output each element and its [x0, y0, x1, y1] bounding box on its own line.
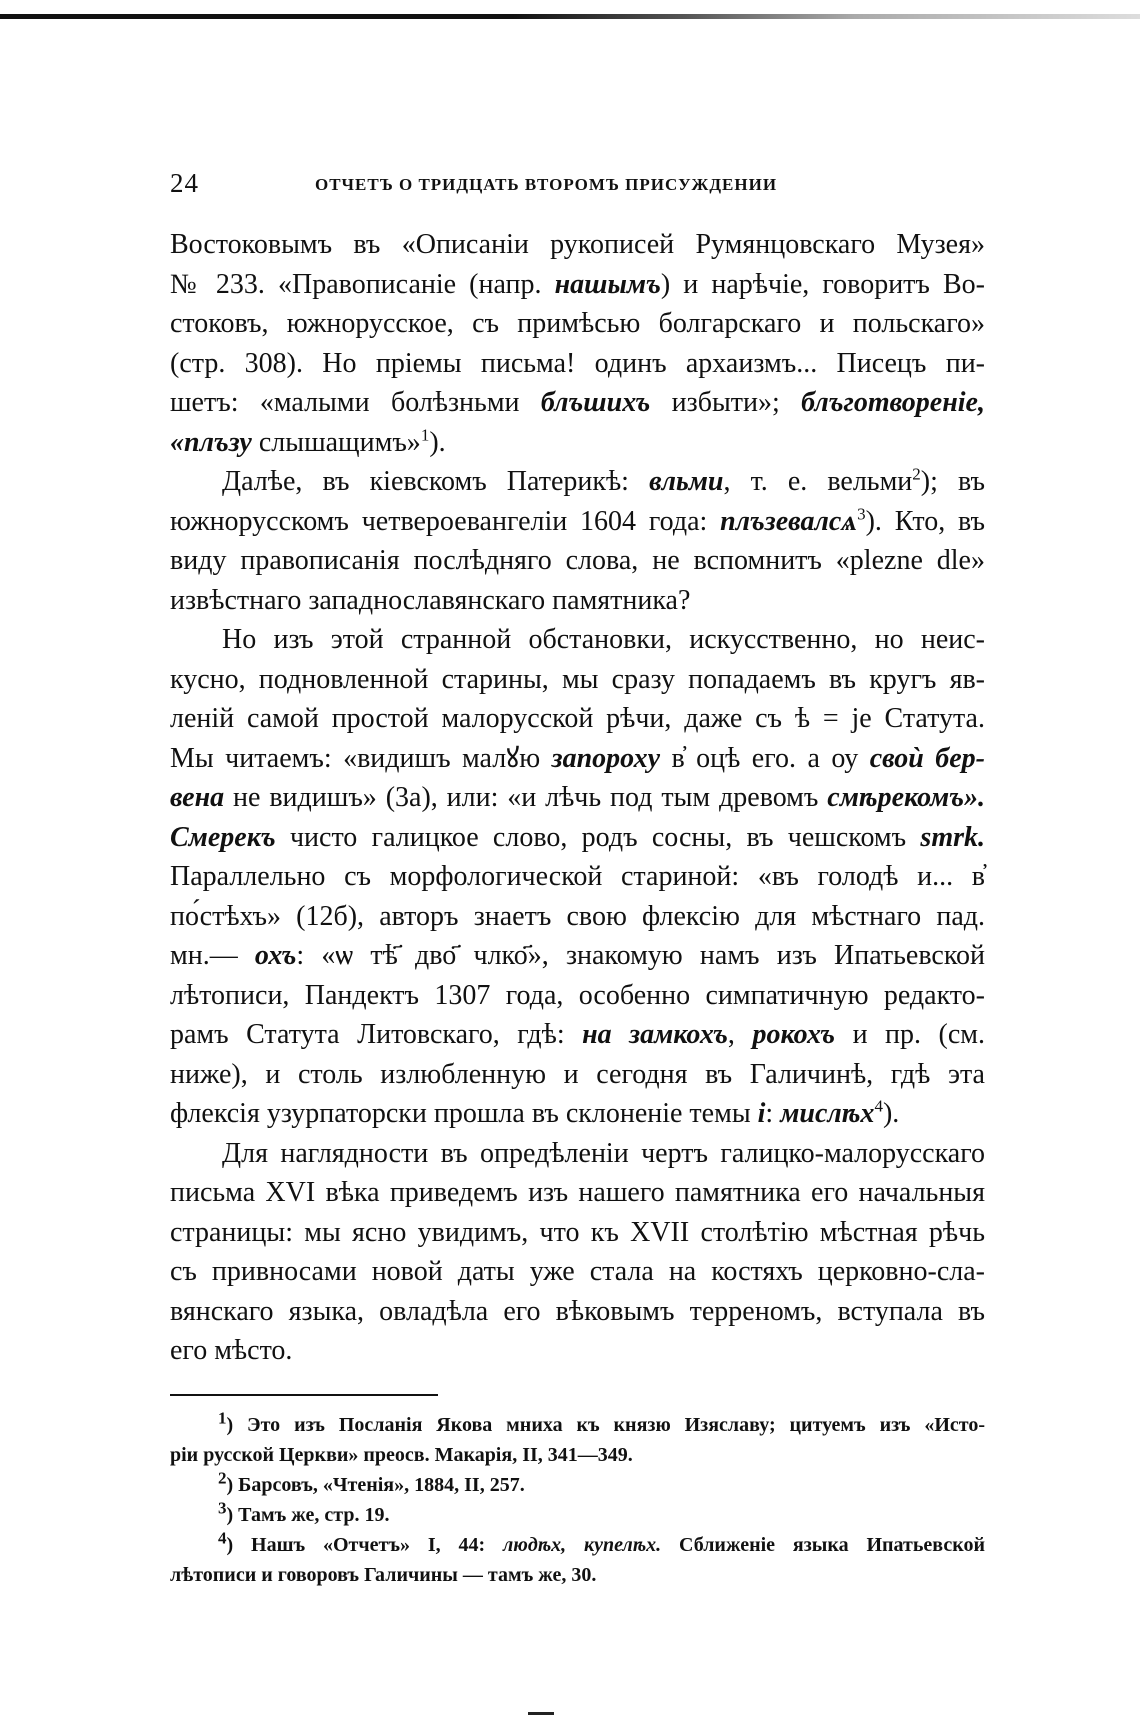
text-line: южнорусскомъ четвероевангеліи 1604 года: плъзевалсѧ$^3$). Кто, въ [170, 504, 986, 537]
footnote-ref: 1 [420, 425, 430, 445]
text-line: лѣтописи, Пандектъ 1307 года, особенно симпатичную редакто- [170, 979, 985, 1011]
text-line: Далѣе, въ кіевскомъ Патерикѣ: вльми, т. е. вельми$^2$); въ [222, 464, 985, 497]
text-line: съ привносами новой даты уже стала на костяхъ церковно-сла- [170, 1256, 985, 1287]
footnote-ref: 4 [874, 1096, 883, 1116]
footnotes [170, 1410, 985, 1590]
page-header [170, 168, 970, 208]
text-line: флексія узурпаторски прошла въ склоненіе темы і: мислѣх$^4$). [170, 1096, 900, 1129]
footnote-divider [170, 1394, 438, 1396]
text-line: Смерекъ чисто галицкое слово, родъ сосны, въ чешскомъ smrk. [170, 821, 985, 853]
text-line: по́стѣхъ» (12б), авторъ знаетъ свою флексію для мѣстнаго пад. [170, 900, 985, 932]
text-line: виду правописанія послѣдняго слова, не вспомнитъ «plezne dle» [170, 545, 985, 576]
text-line: извѣстнаго западнославянскаго памятника? [170, 584, 691, 616]
text-line: страницы: мы ясно увидимъ, что къ XVII столѣтію мѣстная рѣчь [170, 1216, 985, 1248]
text-line: вянскаго языка, овладѣла его вѣковымъ терреномъ, вступала въ [170, 1295, 985, 1327]
text-line: леній самой простой малорусской рѣчи, даже съ ѣ = je Статута. [170, 703, 985, 734]
footnote-2: $^2$) Барсовъ, «Чтенія», 1884, II, 257. [218, 1468, 525, 1496]
top-border-rule [0, 14, 1140, 19]
footnote-ref: 2 [912, 464, 921, 484]
text-line: «плъзу слышащимъ»$^1$). [170, 425, 446, 458]
text-line: его мѣсто. [170, 1335, 293, 1366]
footnote-4-cont: лѣтописи и говоровъ Галичины — тамъ же, 30. [170, 1564, 597, 1586]
footnote-3: $^3$) Тамъ же, стр. 19. [218, 1498, 390, 1526]
text-line: Параллельно съ морфологической стариной: «въ голодѣ и... в̓ [170, 861, 985, 892]
text-line: Но изъ этой странной обстановки, искусственно, но неис- [222, 624, 985, 655]
text-line: письма XVI вѣка приведемъ изъ нашего памятника его начальныя [170, 1177, 985, 1208]
text-line: рамъ Статута Литовскаго, гдѣ: на замкохъ, рокохъ и пр. (см. [170, 1019, 986, 1050]
footnote-1-cont: ріи русской Церкви» преосв. Макарія, II, 341—349. [170, 1444, 633, 1466]
text-line: Для наглядности въ опредѣленіи чертъ галицко-малорусскаго [222, 1137, 985, 1169]
text-line: стоковъ, южнорусское, съ примѣсью болгарскаго и польскаго» [170, 308, 985, 339]
footnote-1: $^1$) Это изъ Посланія Якова мниха къ князю Изяславу; цитуемъ изъ «Исто- [218, 1408, 985, 1436]
footnote-4: $^4$) Нашъ «Отчетъ» I, 44: людѣх, купелѣх. Сближеніе языка Ипатьевской [218, 1528, 985, 1556]
text-line: № 233. «Правописаніе (напр. нашымъ) и нарѣчіе, говоритъ Во- [170, 268, 985, 300]
page-number: 24 [170, 168, 199, 198]
text-line: Мы читаемъ: «видишъ малꙋю запороху в̓ оцѣ его. а оу своѝ бер- [170, 742, 986, 774]
bottom-mark [528, 1712, 554, 1715]
text-line: мн.— охъ: «ѡ тѣ҃ дво҃ члко҃», знакомую намъ изъ Ипатьевской [170, 940, 985, 971]
text-line: вена не видишъ» (3а), или: «и лѣчь под тым древомъ смѣрекомъ». [170, 782, 985, 813]
text-line: (стр. 308). Но пріемы письма! одинъ архаизмъ... Писецъ пи- [170, 347, 985, 379]
text-line: ниже), и столь излюбленную и сегодня въ Галичинѣ, гдѣ эта [170, 1058, 985, 1090]
running-title: ОТЧЕТЪ О ТРИДЦАТЬ ВТОРОМЪ ПРИСУЖДЕНИИ [315, 175, 778, 194]
text-line: кусно, подновленной старины, мы сразу попадаемъ въ кругъ яв- [170, 663, 985, 695]
body-text [170, 225, 985, 1371]
text-line: Востоковымъ въ «Описаніи рукописей Румянцовскаго Музея» [170, 229, 985, 260]
text-line: шетъ: «малыми болѣзньми блъшихъ избыти»; блъготвореніе, [170, 387, 985, 418]
footnote-ref: 3 [857, 504, 866, 524]
